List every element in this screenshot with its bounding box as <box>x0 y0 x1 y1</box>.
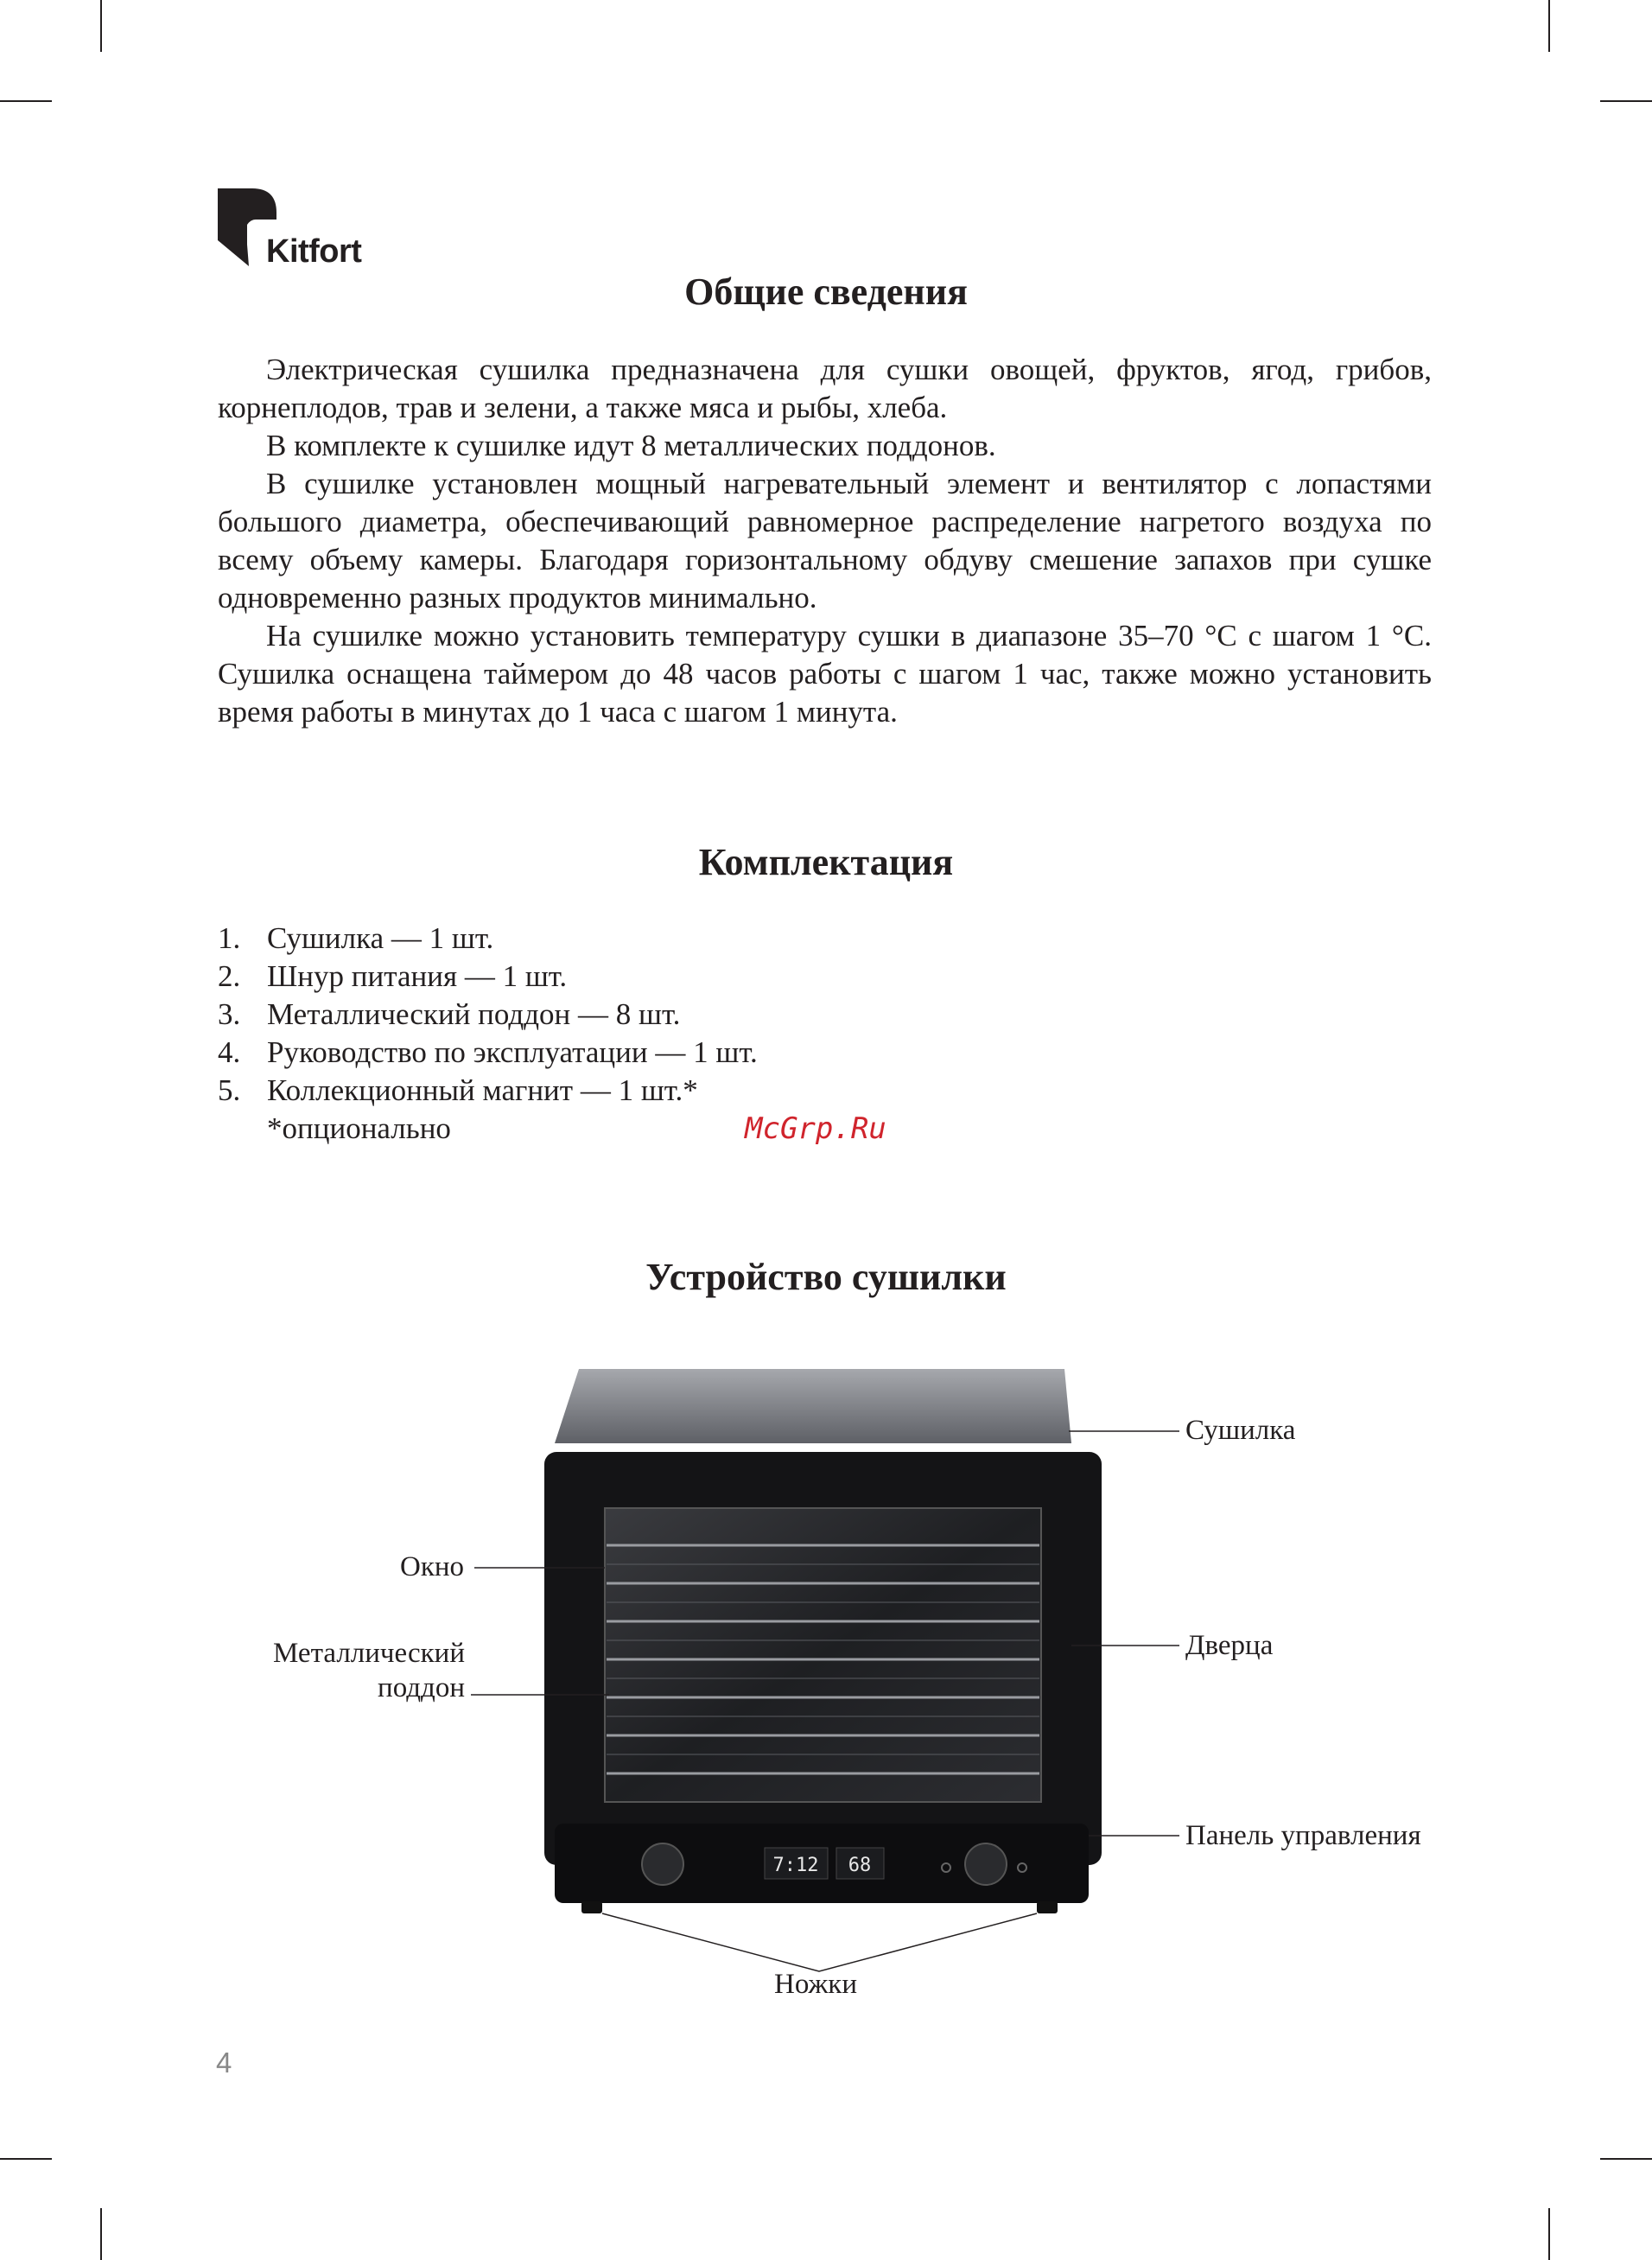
crop-mark <box>1548 2208 1550 2260</box>
right-knob-icon <box>965 1843 1007 1885</box>
general-text <box>218 351 1432 731</box>
label-tray-line1: Металлический <box>273 1638 465 1669</box>
crop-mark <box>1600 2158 1652 2160</box>
contents-title: Комплектация <box>698 841 954 883</box>
paragraph: В комплекте к сушилке идут 8 металлических поддонов. <box>266 429 996 462</box>
footnote-text: *опционально <box>267 1111 451 1145</box>
paragraph: Электрическая сушилка предназначена для сушки овощей, фруктов, ягод, грибов, корнеплодов, трав и зелени, а также мяса и рыбы, хлеба. <box>218 353 1432 424</box>
time-readout: 7:12 <box>772 1855 819 1876</box>
list-number: 5. <box>218 1073 241 1107</box>
general-title: Общие сведения <box>684 271 968 313</box>
label-tray <box>257 1636 465 1705</box>
label-door: Дверца <box>1185 1630 1274 1661</box>
watermark: McGrp.Ru <box>745 1111 886 1146</box>
list-text: Руководство по эксплуатации — 1 шт. <box>267 1035 758 1069</box>
crop-mark <box>0 2158 52 2160</box>
list-text: Сушилка — 1 шт. <box>267 921 494 955</box>
label-window: Окно <box>400 1551 465 1582</box>
label-feet: Ножки <box>774 1969 858 2000</box>
crop-mark <box>0 100 52 102</box>
list-number: 1. <box>218 921 241 955</box>
dryer-top <box>555 1369 1071 1443</box>
crop-mark <box>100 2208 102 2260</box>
list-item <box>218 958 758 996</box>
window <box>605 1508 1041 1802</box>
list-number: 3. <box>218 997 241 1031</box>
foot-right <box>1037 1901 1058 1913</box>
crop-mark <box>1600 100 1652 102</box>
label-dryer: Сушилка <box>1185 1415 1296 1446</box>
list-item <box>218 1072 758 1110</box>
list-text: Металлический поддон — 8 шт. <box>267 997 681 1031</box>
paragraph: На сушилке можно установить температуру сушки в диапазоне 35–70 °C с шагом 1 °C. Сушилка оснащена таймером до 48 часов работы с шагом 1 час, также можно установить время работы в минутах до 1 часа с шагом 1 минута. <box>218 619 1432 729</box>
list-text: Шнур питания — 1 шт. <box>267 959 568 993</box>
callout-feet <box>602 1913 1037 1971</box>
list-item <box>218 920 758 958</box>
brand-name: Kitfort <box>266 233 362 270</box>
list-number: 2. <box>218 959 241 993</box>
label-tray-line2: поддон <box>378 1672 465 1703</box>
footnote <box>218 1110 758 1148</box>
list-item <box>218 1034 758 1072</box>
temp-readout: 68 <box>848 1855 872 1876</box>
foot-left <box>581 1901 602 1913</box>
contents-list <box>218 920 758 1148</box>
label-control-panel: Панель управления <box>1185 1820 1421 1851</box>
left-knob-icon <box>642 1843 683 1885</box>
crop-mark <box>1548 0 1550 52</box>
crop-mark <box>100 0 102 52</box>
device-title: Устройство сушилки <box>645 1256 1007 1298</box>
paragraph: В сушилке установлен мощный нагревательный элемент и вентилятор с лопастями большого диаметра, обеспечивающий равномерное распределение нагретого воздуха по всему объему камеры. Благодаря горизонтальному обдуву смешение запахов при сушке одновременно разных продуктов минимально. <box>218 467 1432 614</box>
list-text: Коллекционный магнит — 1 шт.* <box>267 1073 698 1107</box>
dryer-illustration <box>0 1331 1652 2022</box>
page-number: 4 <box>216 2047 232 2079</box>
list-item <box>218 996 758 1034</box>
list-number: 4. <box>218 1035 241 1069</box>
